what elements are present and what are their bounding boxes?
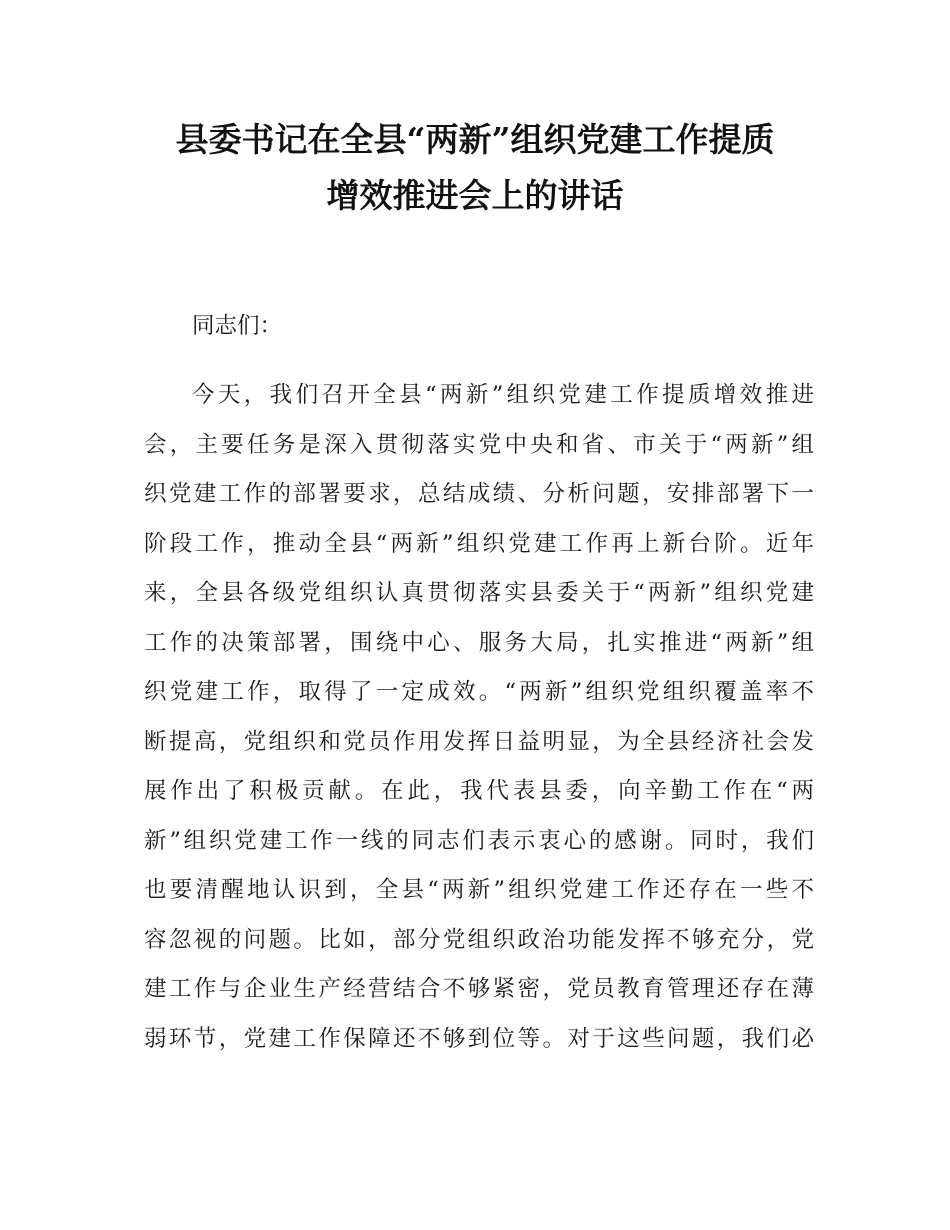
paragraph-line: 弱环节，党建工作保障还不够到位等。对于这些问题，我们必 xyxy=(144,1025,814,1052)
opening-paragraph xyxy=(144,371,814,1064)
paragraph-line: 建工作与企业生产经营结合不够紧密，党员教育管理还存在薄 xyxy=(144,976,814,1002)
speech-body xyxy=(144,305,814,1064)
paragraph-line: 会，主要任务是深入贯彻落实党中央和省、市关于“两新”组 xyxy=(144,431,814,458)
salutation: 同志们： xyxy=(192,313,283,339)
paragraph-line: 织党建工作，取得了一定成效。“两新”组织党组织覆盖率不 xyxy=(144,679,814,705)
title-line-2: 增效推进会上的讲话 xyxy=(326,176,624,215)
paragraph-line: 织党建工作的部署要求，总结成绩、分析问题，安排部署下一 xyxy=(144,481,814,507)
paragraph-line: 新”组织党建工作一线的同志们表示衷心的感谢。同时，我们 xyxy=(144,827,814,854)
paragraph-line: 容忽视的问题。比如，部分党组织政治功能发挥不够充分，党 xyxy=(144,926,814,953)
paragraph-line: 来，全县各级党组织认真贯彻落实县委关于“两新”组织党建 xyxy=(144,580,814,606)
paragraph-line: 展作出了积极贡献。在此，我代表县委，向辛勤工作在“两 xyxy=(144,778,814,804)
paragraph-line: 今天，我们召开全县“两新”组织党建工作提质增效推进 xyxy=(192,382,814,408)
paragraph-line: 阶段工作，推动全县“两新”组织党建工作再上新台阶。近年 xyxy=(144,530,814,557)
title-line-1: 县委书记在全县“两新”组织党建工作提质 xyxy=(175,120,775,159)
paragraph-line: 断提高，党组织和党员作用发挥日益明显，为全县经济社会发 xyxy=(144,728,814,755)
document-title xyxy=(100,112,850,224)
paragraph-line: 工作的决策部署，围绕中心、服务大局，扎实推进“两新”组 xyxy=(144,629,814,656)
paragraph-line: 也要清醒地认识到，全县“两新”组织党建工作还存在一些不 xyxy=(144,877,814,903)
